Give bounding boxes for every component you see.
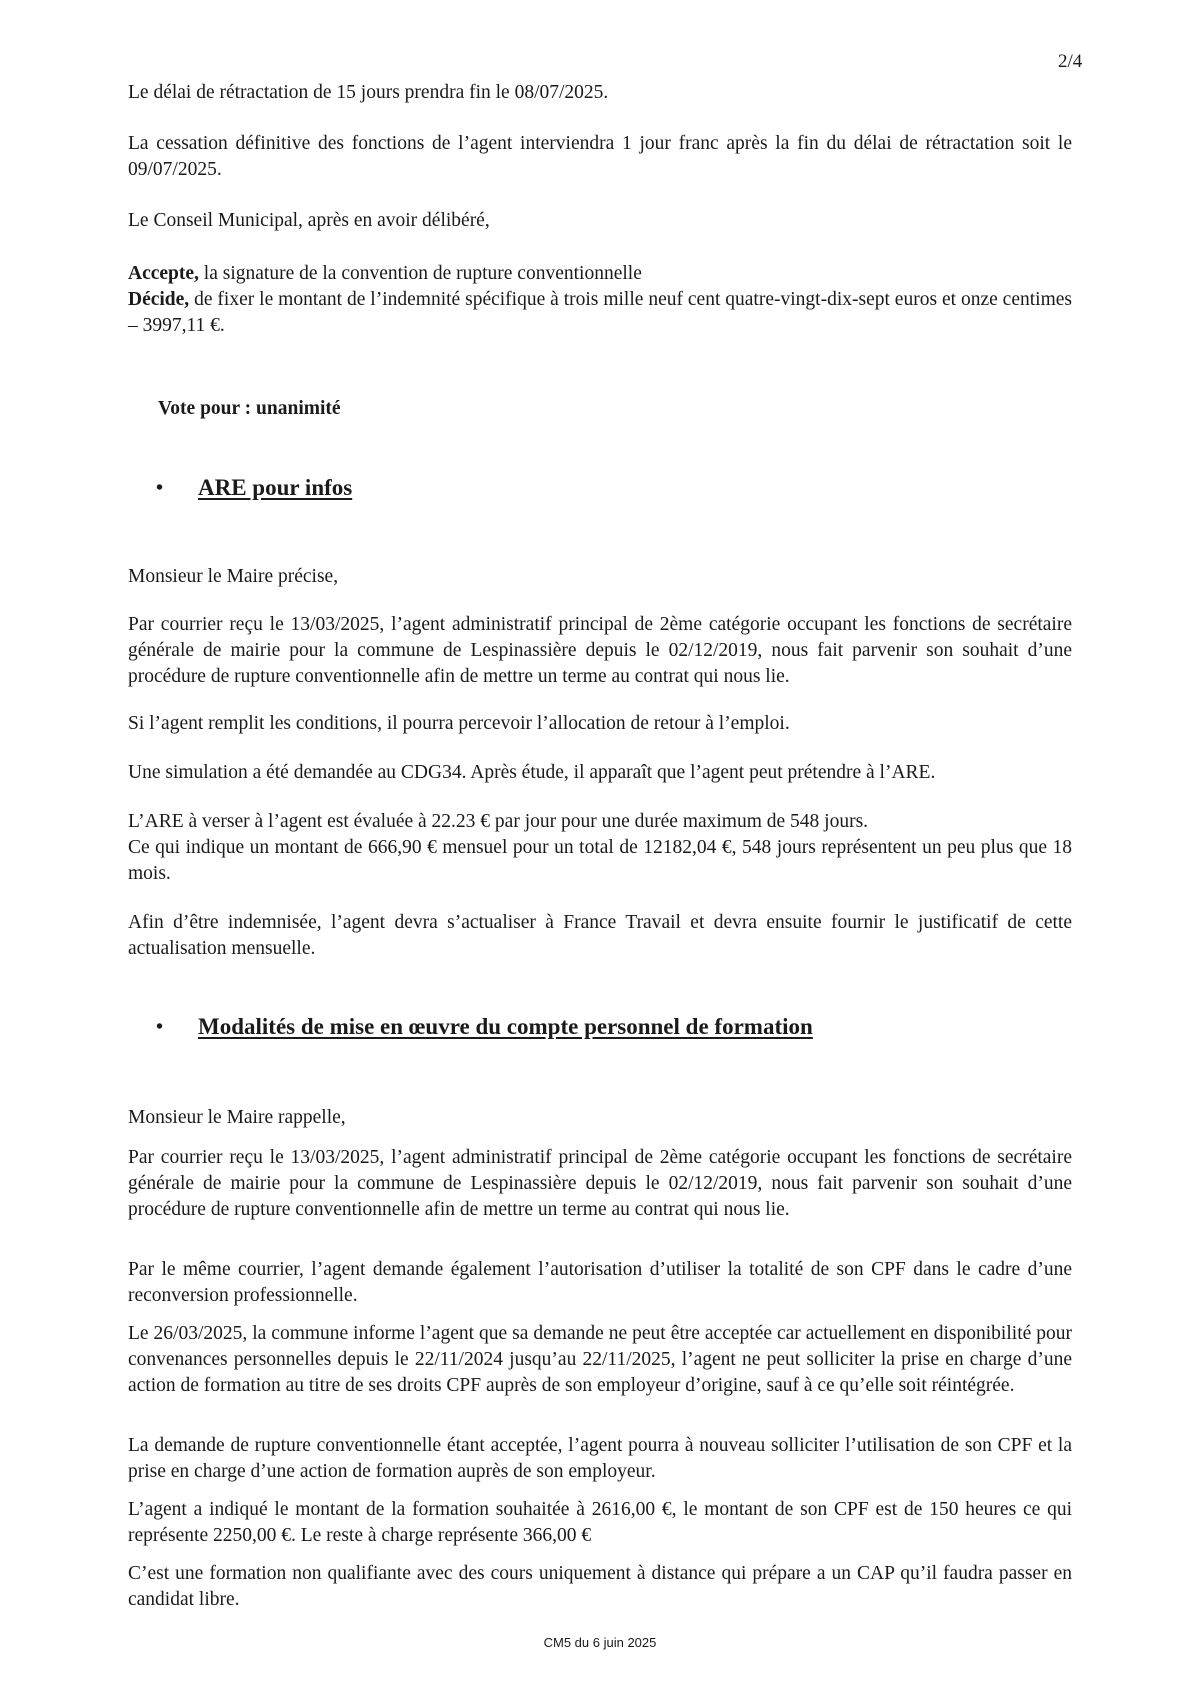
decision-decide (128, 287, 1072, 339)
accepte-label: Accepte, (128, 263, 199, 284)
paragraph-cessation: La cessation définitive des fonctions de l’agent interviendra 1 jour franc après la fin du délai de rétractation soit le 09/07/2025. (128, 133, 1072, 180)
decision-accepte (128, 261, 1072, 287)
paragraph-conseil: Le Conseil Municipal, après en avoir délibéré, (128, 210, 490, 231)
are-paragraph-3: Si l’agent remplit les conditions, il pourra percevoir l’allocation de retour à l’emploi. (128, 713, 790, 734)
cpf-paragraph-4: Le 26/03/2025, la commune informe l’agent que sa demande ne peut être acceptée car actuellement en disponibilité pour convenances personnelles depuis le 22/11/2024 jusqu’au 22/11/2025, l’agent ne peut solliciter la prise en charge d’une action de formation au titre de ses droits CPF auprès de son employeur d’origine, sauf à ce qu’elle soit réintégrée. (128, 1323, 1072, 1396)
section-title-cpf: Modalités de mise en œuvre du compte personnel de formation (198, 1014, 813, 1039)
vote-result: Vote pour : unanimité (158, 398, 341, 419)
are-paragraph-6: Afin d’être indemnisée, l’agent devra s’actualiser à France Travail et devra ensuite fournir le justificatif de cette actualisation mensuelle. (128, 912, 1072, 959)
are-paragraph-4: Une simulation a été demandée au CDG34. Après étude, il apparaît que l’agent peut prétendre à l’ARE. (128, 762, 936, 783)
bullet-icon: • (156, 1016, 164, 1038)
are-paragraph-5b: Ce qui indique un montant de 666,90 € mensuel pour un total de 12182,04 €, 548 jours représentent un peu plus que 18 mois. (128, 837, 1072, 884)
paragraph-retractation: Le délai de rétractation de 15 jours prendra fin le 08/07/2025. (128, 82, 609, 103)
section-title-are: ARE pour infos (198, 475, 353, 500)
cpf-paragraph-7: C’est une formation non qualifiante avec des cours uniquement à distance qui prépare a un CAP qu’il faudra passer en candidat libre. (128, 1563, 1072, 1610)
are-paragraph-1: Monsieur le Maire précise, (128, 566, 339, 587)
page-footer: CM5 du 6 juin 2025 (543, 1635, 657, 1650)
are-paragraph-5a: L’ARE à verser à l’agent est évaluée à 22.23 € par jour pour une durée maximum de 548 jours. (128, 811, 869, 832)
cpf-paragraph-5: La demande de rupture conventionnelle étant acceptée, l’agent pourra à nouveau solliciter l’utilisation de son CPF et la prise en charge d’une action de formation auprès de son employeur. (128, 1435, 1072, 1482)
cpf-paragraph-2: Par courrier reçu le 13/03/2025, l’agent administratif principal de 2ème catégorie occupant les fonctions de secrétaire générale de mairie pour la commune de Lespinassière depuis le 02/12/2019, nous fait parvenir son souhait d’une procédure de rupture conventionnelle afin de mettre un terme au contrat qui nous lie. (128, 1147, 1072, 1220)
page-number: 2/4 (1058, 51, 1083, 72)
cpf-paragraph-1: Monsieur le Maire rappelle, (128, 1107, 346, 1128)
decide-label: Décide, (128, 289, 190, 310)
bullet-icon: • (156, 477, 164, 499)
decision-block (128, 261, 1072, 339)
are-paragraph-2: Par courrier reçu le 13/03/2025, l’agent administratif principal de 2ème catégorie occupant les fonctions de secrétaire générale de mairie pour la commune de Lespinassière depuis le 02/12/2019, nous fait parvenir son souhait d’une procédure de rupture conventionnelle afin de mettre un terme au contrat qui nous lie. (128, 614, 1072, 687)
decide-text: de fixer le montant de l’indemnité spécifique à trois mille neuf cent quatre-vingt-dix-sept euros et onze centimes – 3997,11 €. (128, 289, 1072, 336)
are-paragraph-5 (128, 809, 1072, 887)
cpf-paragraph-3: Par le même courrier, l’agent demande également l’autorisation d’utiliser la totalité de son CPF dans le cadre d’une reconversion professionnelle. (128, 1259, 1072, 1306)
section-heading-are (156, 473, 352, 503)
section-heading-cpf (156, 1012, 813, 1042)
accepte-text: la signature de la convention de rupture conventionnelle (198, 263, 642, 284)
cpf-paragraph-6: L’agent a indiqué le montant de la formation souhaitée à 2616,00 €, le montant de son CPF est de 150 heures ce qui représente 2250,00 €. Le reste à charge représente 366,00 € (128, 1499, 1072, 1546)
